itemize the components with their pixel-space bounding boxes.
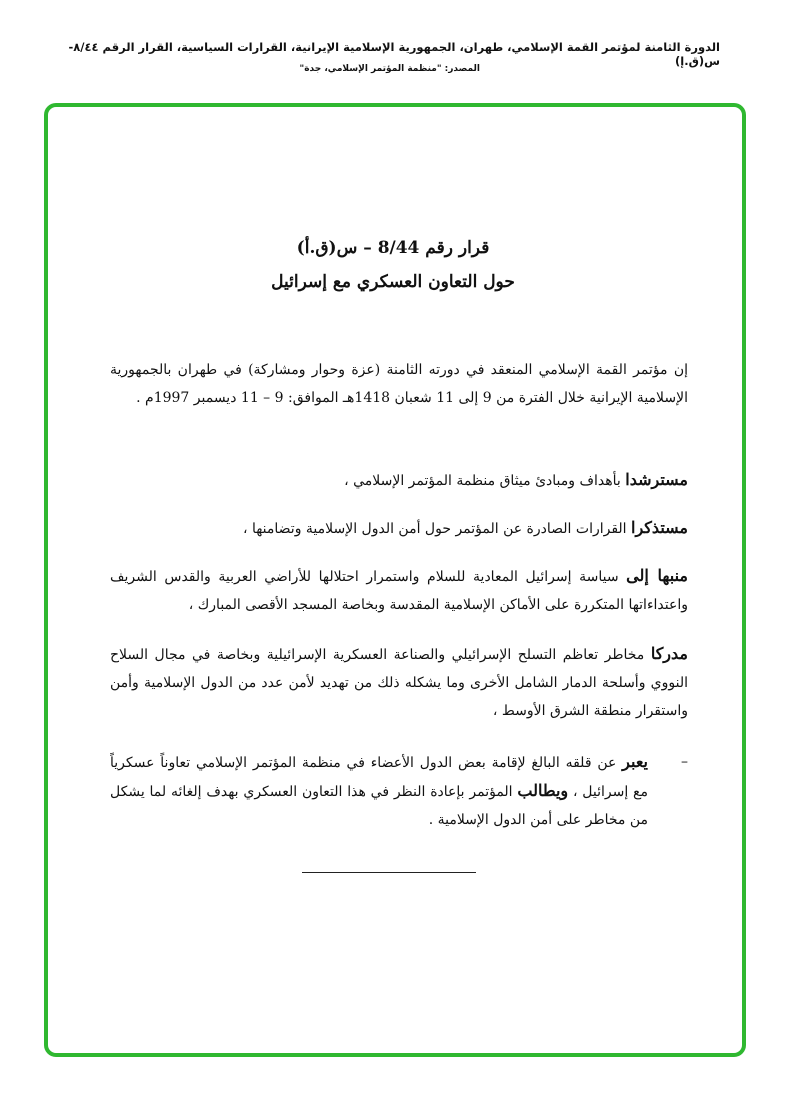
- running-header: الدورة الثامنة لمؤتمر القمة الإسلامي، طهران، الجمهورية الإسلامية الإيرانية، القرارات السياسية، القرار الرقم ٨/٤٤-س(ق.إ): [68, 40, 720, 68]
- intro-paragraph: إن مؤتمر القمة الإسلامي المنعقد في دورته الثامنة (عزة وحوار ومشاركة) في طهران بالجمهورية الإسلامية الإيرانية خلال الفترة من 9 إلى 11 شعبان 1418هـ الموافق: 9 – 11 ديسمبر 1997م .: [110, 362, 688, 406]
- paragraph-guided: مسترشدا بأهداف ومبادئ ميثاق منظمة المؤتمر الإسلامي ،: [344, 470, 688, 489]
- paragraph-warning: منبها إلى سياسة إسرائيل المعادية للسلام واستمرار احتلالها للأراضي العربية والقدس الشريف واعتداءاتها المتكررة على الأماكن الإسلامية المقدسة وبخاصة المسجد الأقصى المبارك ،: [110, 566, 689, 613]
- lead-word: ويطالب: [517, 781, 569, 800]
- resolution-number: قرار رقم 8/44 – س(ق.أ): [296, 238, 490, 258]
- paragraph-aware: مدركا مخاطر تعاظم التسلح الإسرائيلي والصناعة العسكرية الإسرائيلية وبخاصة في مجال السلاح النووي وأسلحة الدمار الشامل الأخرى وما يشكله ذلك من تهديد لأمن عدد من الدول الإسلامية وأمن واستقرار منطقة الشرق الأوسط ،: [110, 644, 688, 719]
- paragraph-operative: – يعبر عن قلقه البالغ لإقامة بعض الدول الأعضاء في منظمة المؤتمر الإسلامي تعاوناً عسكرياً مع إسرائيل ، ويطالب المؤتمر بإعادة النظر في هذا التعاون العسكري بهدف إلغائه لما يشكل من مخاطر على أمن الدول الإسلامية .: [110, 752, 688, 828]
- lead-word: مسترشدا: [625, 470, 688, 489]
- lead-word: مستذكرا: [631, 518, 688, 537]
- end-rule: [302, 872, 476, 873]
- lead-word: منبها إلى: [626, 566, 689, 585]
- paragraph-recalling: مستذكرا القرارات الصادرة عن المؤتمر حول أمن الدول الإسلامية وتضامنها ،: [242, 518, 688, 537]
- lead-word: مدركا: [650, 644, 688, 663]
- source-line: المصدر: "منظمة المؤتمر الإسلامي، جدة": [299, 64, 480, 74]
- lead-word: يعبر: [622, 752, 648, 771]
- resolution-title: حول التعاون العسكري مع إسرائيل: [271, 272, 515, 292]
